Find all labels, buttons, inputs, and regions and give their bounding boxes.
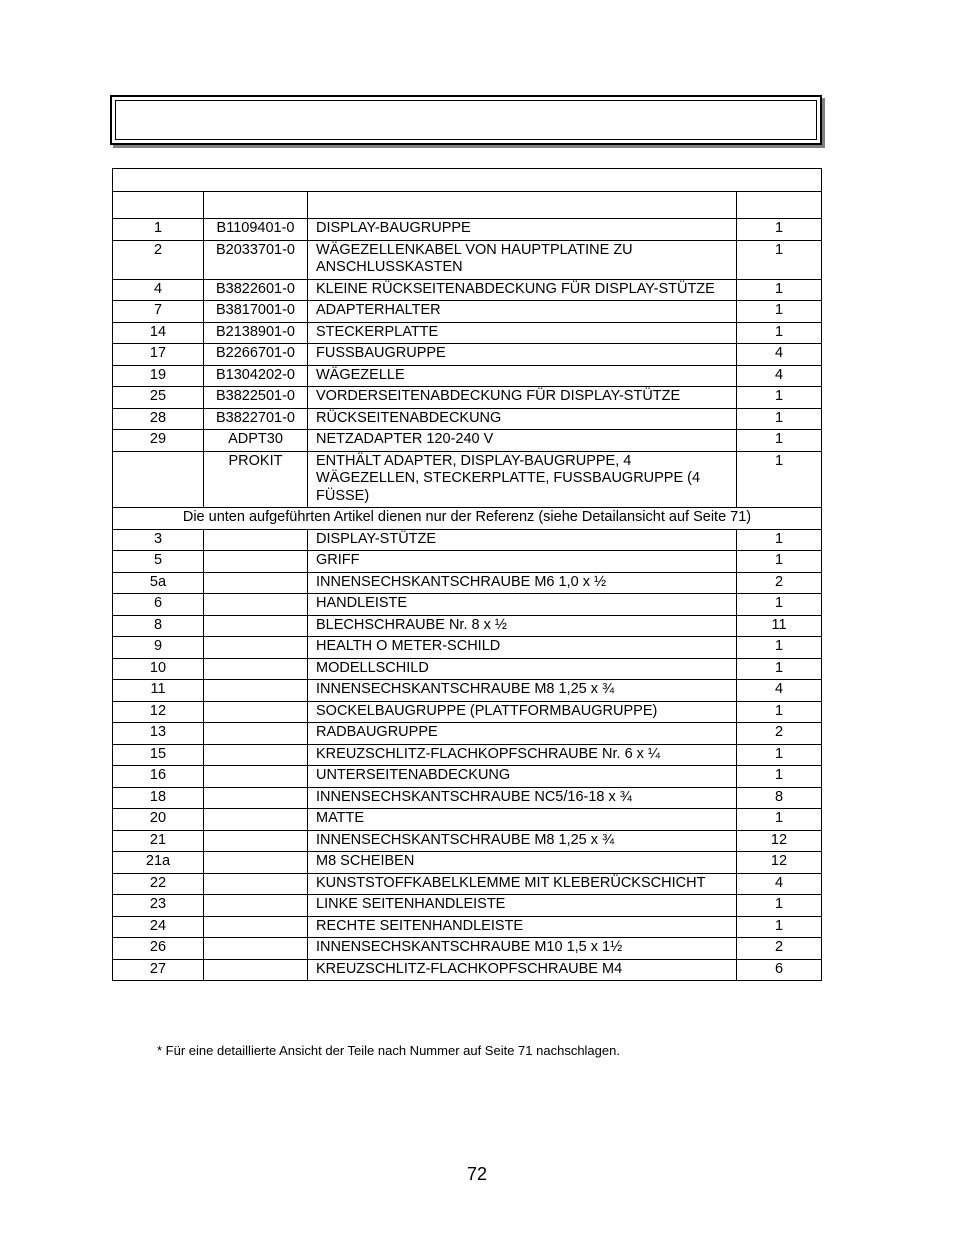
item-quantity: 12 bbox=[737, 830, 822, 852]
item-quantity: 1 bbox=[737, 240, 822, 279]
table-row bbox=[113, 787, 822, 809]
part-number-empty bbox=[204, 615, 308, 637]
parts-table bbox=[112, 168, 822, 981]
item-number: 11 bbox=[113, 680, 204, 702]
part-number-empty bbox=[204, 830, 308, 852]
item-number: 13 bbox=[113, 723, 204, 745]
item-quantity: 1 bbox=[737, 551, 822, 573]
item-number: 2 bbox=[113, 240, 204, 279]
table-row bbox=[113, 723, 822, 745]
item-description: INNENSECHSKANTSCHRAUBE M10 1,5 x 1½ bbox=[308, 938, 737, 960]
item-description: WÄGEZELLENKABEL VON HAUPTPLATINE ZU ANSCHLUSSKASTEN bbox=[308, 240, 737, 279]
part-number-empty bbox=[204, 723, 308, 745]
column-header-part bbox=[204, 192, 308, 219]
item-description: KREUZSCHLITZ-FLACHKOPFSCHRAUBE Nr. 6 x ¼ bbox=[308, 744, 737, 766]
item-number: 5a bbox=[113, 572, 204, 594]
table-row bbox=[113, 680, 822, 702]
table-row bbox=[113, 701, 822, 723]
item-number: 1 bbox=[113, 219, 204, 241]
part-number: PROKIT bbox=[204, 451, 308, 508]
item-quantity: 1 bbox=[737, 322, 822, 344]
part-number-empty bbox=[204, 938, 308, 960]
part-number-empty bbox=[204, 744, 308, 766]
item-number: 18 bbox=[113, 787, 204, 809]
item-number: 26 bbox=[113, 938, 204, 960]
item-quantity: 2 bbox=[737, 723, 822, 745]
item-description: INNENSECHSKANTSCHRAUBE M6 1,0 x ½ bbox=[308, 572, 737, 594]
item-number: 10 bbox=[113, 658, 204, 680]
table-row bbox=[113, 830, 822, 852]
item-description: KREUZSCHLITZ-FLACHKOPFSCHRAUBE M4 bbox=[308, 959, 737, 981]
page-number: 72 bbox=[466, 1164, 488, 1184]
column-header-nr bbox=[113, 192, 204, 219]
part-number-empty bbox=[204, 658, 308, 680]
table-header-row bbox=[113, 169, 822, 192]
item-quantity: 4 bbox=[737, 365, 822, 387]
item-number: 22 bbox=[113, 873, 204, 895]
part-number-empty bbox=[204, 594, 308, 616]
reference-note: Die unten aufgeführten Artikel dienen nur der Referenz (siehe Detailansicht auf Seite 71) bbox=[113, 508, 822, 530]
item-number: 15 bbox=[113, 744, 204, 766]
table-row bbox=[113, 615, 822, 637]
footnote: * Für eine detaillierte Ansicht der Teile nach Nummer auf Seite 71 nachschlagen. bbox=[157, 1043, 620, 1058]
table-row bbox=[113, 240, 822, 279]
item-number: 17 bbox=[113, 344, 204, 366]
item-description: FUSSBAUGRUPPE bbox=[308, 344, 737, 366]
item-description: WÄGEZELLE bbox=[308, 365, 737, 387]
item-description: RECHTE SEITENHANDLEISTE bbox=[308, 916, 737, 938]
table-row bbox=[113, 637, 822, 659]
table-row bbox=[113, 344, 822, 366]
part-number-empty bbox=[204, 873, 308, 895]
part-number: ADPT30 bbox=[204, 430, 308, 452]
table-row bbox=[113, 852, 822, 874]
part-number-empty bbox=[204, 572, 308, 594]
item-quantity: 1 bbox=[737, 658, 822, 680]
item-description: SOCKELBAUGRUPPE (PLATTFORMBAUGRUPPE) bbox=[308, 701, 737, 723]
part-number: B2138901-0 bbox=[204, 322, 308, 344]
part-number: B3822501-0 bbox=[204, 387, 308, 409]
part-number-empty bbox=[204, 787, 308, 809]
item-description: RÜCKSEITENABDECKUNG bbox=[308, 408, 737, 430]
part-number: B3822701-0 bbox=[204, 408, 308, 430]
item-description: KUNSTSTOFFKABELKLEMME MIT KLEBERÜCKSCHICHT bbox=[308, 873, 737, 895]
item-quantity: 2 bbox=[737, 938, 822, 960]
table-row bbox=[113, 322, 822, 344]
part-number-empty bbox=[204, 529, 308, 551]
table-row bbox=[113, 959, 822, 981]
table-header-cell bbox=[113, 169, 822, 192]
item-number: 9 bbox=[113, 637, 204, 659]
part-number: B1109401-0 bbox=[204, 219, 308, 241]
item-number: 5 bbox=[113, 551, 204, 573]
item-number: 21a bbox=[113, 852, 204, 874]
item-number: 27 bbox=[113, 959, 204, 981]
title-box bbox=[110, 95, 822, 145]
item-description: DISPLAY-BAUGRUPPE bbox=[308, 219, 737, 241]
table-row bbox=[113, 594, 822, 616]
item-number: 8 bbox=[113, 615, 204, 637]
table-row bbox=[113, 301, 822, 323]
item-number: 4 bbox=[113, 279, 204, 301]
item-quantity: 1 bbox=[737, 387, 822, 409]
table-row bbox=[113, 430, 822, 452]
item-number bbox=[113, 451, 204, 508]
part-number-empty bbox=[204, 637, 308, 659]
table-row bbox=[113, 895, 822, 917]
part-number-empty bbox=[204, 809, 308, 831]
item-description: NETZADAPTER 120-240 V bbox=[308, 430, 737, 452]
part-number: B2266701-0 bbox=[204, 344, 308, 366]
item-number: 23 bbox=[113, 895, 204, 917]
item-quantity: 11 bbox=[737, 615, 822, 637]
item-quantity: 4 bbox=[737, 873, 822, 895]
part-number-empty bbox=[204, 895, 308, 917]
item-description: MATTE bbox=[308, 809, 737, 831]
item-quantity: 4 bbox=[737, 680, 822, 702]
table-row bbox=[113, 279, 822, 301]
table-row bbox=[113, 873, 822, 895]
item-number: 12 bbox=[113, 701, 204, 723]
table-row bbox=[113, 529, 822, 551]
item-quantity: 1 bbox=[737, 529, 822, 551]
table-row bbox=[113, 744, 822, 766]
item-description: VORDERSEITENABDECKUNG FÜR DISPLAY-STÜTZE bbox=[308, 387, 737, 409]
part-number-empty bbox=[204, 701, 308, 723]
item-quantity: 2 bbox=[737, 572, 822, 594]
column-header-quantity bbox=[737, 192, 822, 219]
item-quantity: 1 bbox=[737, 219, 822, 241]
item-quantity: 1 bbox=[737, 594, 822, 616]
item-quantity: 1 bbox=[737, 895, 822, 917]
item-description: MODELLSCHILD bbox=[308, 658, 737, 680]
item-description: INNENSECHSKANTSCHRAUBE M8 1,25 x ¾ bbox=[308, 680, 737, 702]
column-header-row bbox=[113, 192, 822, 219]
item-number: 20 bbox=[113, 809, 204, 831]
item-quantity: 12 bbox=[737, 852, 822, 874]
item-quantity: 1 bbox=[737, 451, 822, 508]
table-row bbox=[113, 451, 822, 508]
item-description: GRIFF bbox=[308, 551, 737, 573]
item-description: INNENSECHSKANTSCHRAUBE M8 1,25 x ¾ bbox=[308, 830, 737, 852]
item-number: 29 bbox=[113, 430, 204, 452]
item-quantity: 1 bbox=[737, 279, 822, 301]
item-number: 16 bbox=[113, 766, 204, 788]
table-row bbox=[113, 766, 822, 788]
reference-note-row bbox=[113, 508, 822, 530]
item-quantity: 1 bbox=[737, 408, 822, 430]
table-row bbox=[113, 387, 822, 409]
item-number: 6 bbox=[113, 594, 204, 616]
item-quantity: 4 bbox=[737, 344, 822, 366]
item-description: DISPLAY-STÜTZE bbox=[308, 529, 737, 551]
item-number: 21 bbox=[113, 830, 204, 852]
table-row bbox=[113, 365, 822, 387]
item-quantity: 8 bbox=[737, 787, 822, 809]
item-description: HANDLEISTE bbox=[308, 594, 737, 616]
item-description: RADBAUGRUPPE bbox=[308, 723, 737, 745]
item-number: 28 bbox=[113, 408, 204, 430]
item-quantity: 1 bbox=[737, 809, 822, 831]
item-quantity: 6 bbox=[737, 959, 822, 981]
column-header-description bbox=[308, 192, 737, 219]
item-quantity: 1 bbox=[737, 766, 822, 788]
item-description: M8 SCHEIBEN bbox=[308, 852, 737, 874]
part-number-empty bbox=[204, 680, 308, 702]
item-description: LINKE SEITENHANDLEISTE bbox=[308, 895, 737, 917]
table-row bbox=[113, 572, 822, 594]
part-number-empty bbox=[204, 916, 308, 938]
table-row bbox=[113, 658, 822, 680]
table-row bbox=[113, 219, 822, 241]
item-description: ENTHÄLT ADAPTER, DISPLAY-BAUGRUPPE, 4 WÄGEZELLEN, STECKERPLATTE, FUSSBAUGRUPPE (4 FÜSSE) bbox=[308, 451, 737, 508]
table-row bbox=[113, 408, 822, 430]
item-description: STECKERPLATTE bbox=[308, 322, 737, 344]
item-quantity: 1 bbox=[737, 701, 822, 723]
item-number: 24 bbox=[113, 916, 204, 938]
part-number-empty bbox=[204, 551, 308, 573]
part-number: B2033701-0 bbox=[204, 240, 308, 279]
part-number: B1304202-0 bbox=[204, 365, 308, 387]
item-description: HEALTH O METER-SCHILD bbox=[308, 637, 737, 659]
table-row bbox=[113, 551, 822, 573]
item-number: 14 bbox=[113, 322, 204, 344]
item-description: KLEINE RÜCKSEITENABDECKUNG FÜR DISPLAY-STÜTZE bbox=[308, 279, 737, 301]
item-quantity: 1 bbox=[737, 301, 822, 323]
item-quantity: 1 bbox=[737, 744, 822, 766]
table-row bbox=[113, 938, 822, 960]
item-number: 7 bbox=[113, 301, 204, 323]
item-number: 25 bbox=[113, 387, 204, 409]
part-number: B3817001-0 bbox=[204, 301, 308, 323]
table-row bbox=[113, 809, 822, 831]
item-quantity: 1 bbox=[737, 430, 822, 452]
part-number-empty bbox=[204, 959, 308, 981]
item-description: BLECHSCHRAUBE Nr. 8 x ½ bbox=[308, 615, 737, 637]
part-number-empty bbox=[204, 852, 308, 874]
part-number-empty bbox=[204, 766, 308, 788]
item-number: 19 bbox=[113, 365, 204, 387]
item-description: ADAPTERHALTER bbox=[308, 301, 737, 323]
item-description: INNENSECHSKANTSCHRAUBE NC5/16-18 x ¾ bbox=[308, 787, 737, 809]
item-quantity: 1 bbox=[737, 637, 822, 659]
part-number: B3822601-0 bbox=[204, 279, 308, 301]
table-row bbox=[113, 916, 822, 938]
item-description: UNTERSEITENABDECKUNG bbox=[308, 766, 737, 788]
item-number: 3 bbox=[113, 529, 204, 551]
item-quantity: 1 bbox=[737, 916, 822, 938]
